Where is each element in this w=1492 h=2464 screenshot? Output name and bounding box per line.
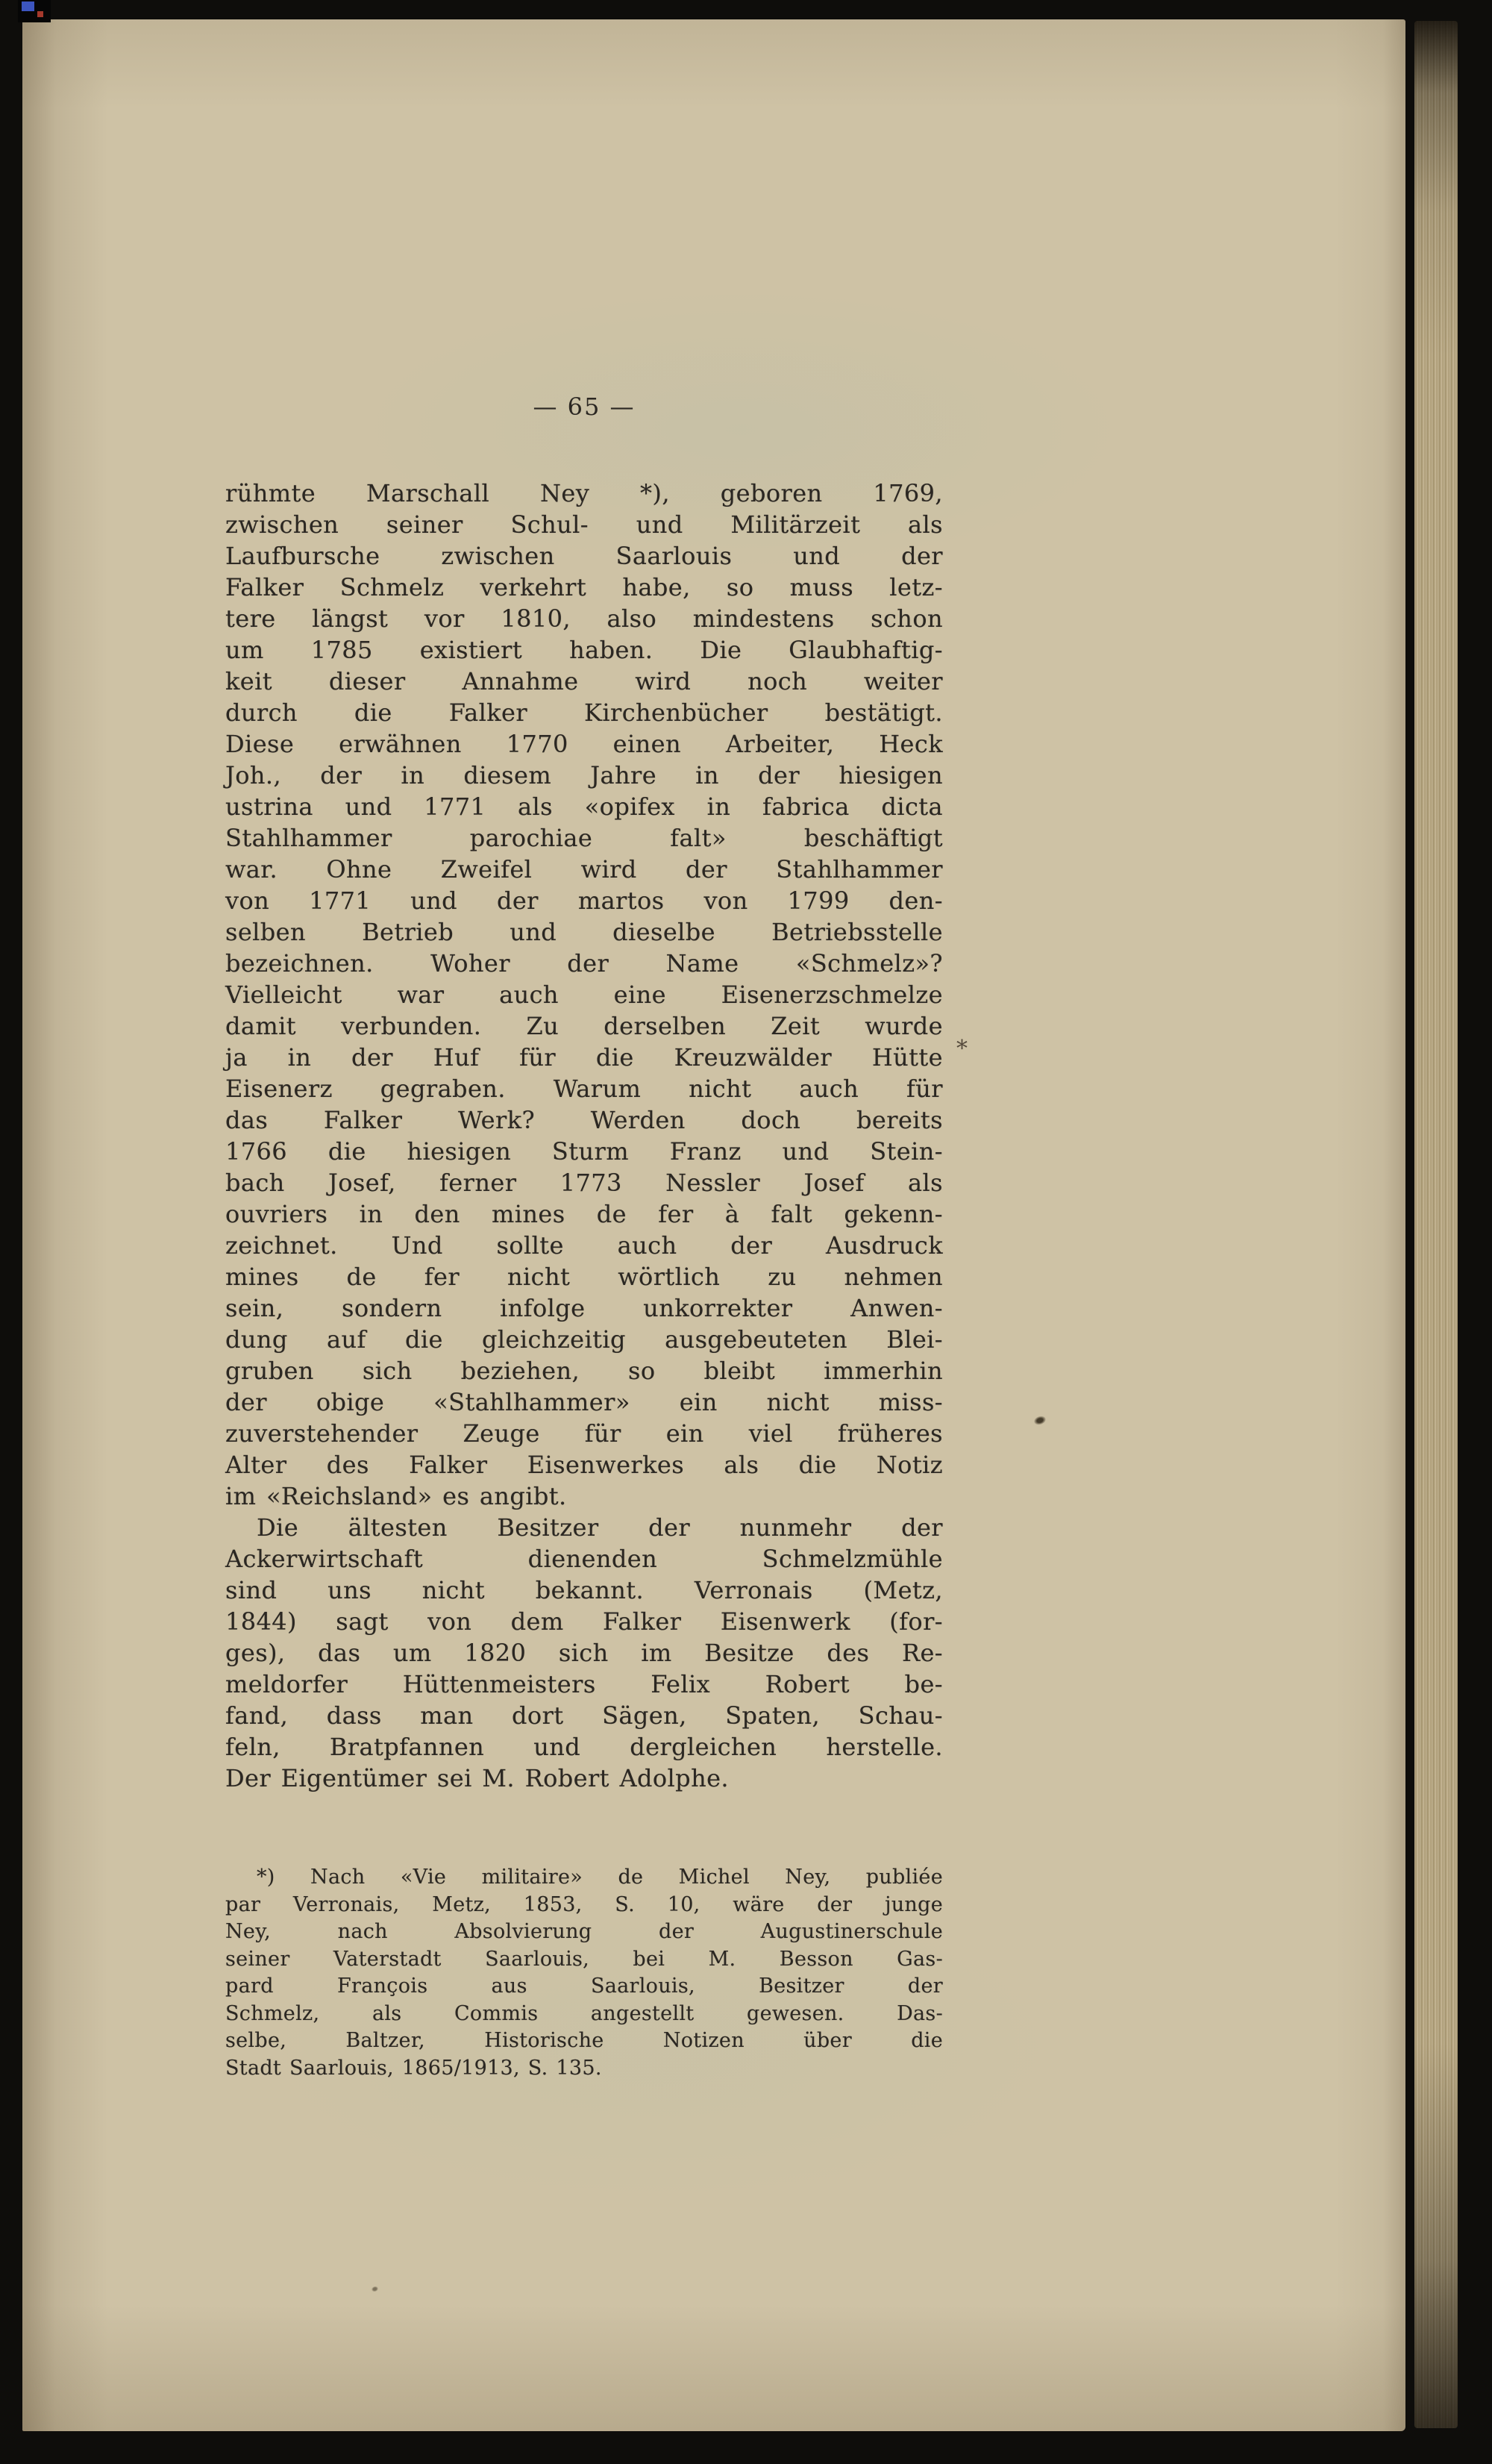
scan-corner-artifact	[18, 0, 51, 22]
text-line: war. Ohne Zweifel wird der Stahlhammer	[225, 855, 943, 884]
text-line: zuverstehender Zeuge für ein viel früheres	[225, 1419, 943, 1448]
text-line: bezeichnen. Woher der Name «Schmelz»?	[225, 949, 943, 978]
text-line: feln, Bratpfannen und dergleichen herstelle.	[225, 1733, 943, 1761]
margin-asterisk: *	[956, 1036, 968, 1062]
text-line: damit verbunden. Zu derselben Zeit wurde	[225, 1012, 943, 1040]
text-line: selben Betrieb und dieselbe Betriebsstelle	[225, 918, 943, 946]
text-line: der obige «Stahlhammer» ein nicht miss-	[225, 1388, 943, 1416]
text-line: zeichnet. Und sollte auch der Ausdruck	[225, 1231, 943, 1260]
text-line: Falker Schmelz verkehrt habe, so muss letz-	[225, 573, 943, 601]
text-line: selbe, Baltzer, Historische Notizen über die	[225, 2029, 943, 2052]
text-line: keit dieser Annahme wird noch weiter	[225, 667, 943, 695]
page-number: — 65 —	[533, 393, 636, 421]
ink-speck	[371, 2286, 379, 2292]
text-line: ja in der Huf für die Kreuzwälder Hütte	[225, 1043, 943, 1072]
text-line: Diese erwähnen 1770 einen Arbeiter, Heck	[225, 730, 943, 758]
text-line: 1766 die hiesigen Sturm Franz und Stein-	[225, 1137, 943, 1166]
text-line: Stadt Saarlouis, 1865/1913, S. 135.	[225, 2056, 602, 2080]
text-line: Ackerwirtschaft dienenden Schmelzmühle	[225, 1545, 943, 1573]
text-line: fand, dass man dort Sägen, Spaten, Schau-	[225, 1701, 943, 1730]
corner-red-mark	[37, 11, 43, 17]
book-fore-edge-pages	[1414, 21, 1458, 2428]
text-line: rühmte Marschall Ney *), geboren 1769,	[225, 479, 943, 507]
paragraph	[225, 478, 943, 1512]
body-text	[225, 478, 943, 1794]
paragraph	[225, 1512, 943, 1794]
text-line: Laufbursche zwischen Saarlouis und der	[225, 542, 943, 570]
text-line: Eisenerz gegraben. Warum nicht auch für	[225, 1075, 943, 1103]
text-line: Die ältesten Besitzer der nunmehr der	[257, 1513, 943, 1542]
text-line: 1844) sagt von dem Falker Eisenwerk (for-	[225, 1607, 943, 1636]
text-line: Ney, nach Absolvierung der Augustinerschule	[225, 1920, 943, 1943]
text-line: von 1771 und der martos von 1799 den-	[225, 887, 943, 915]
text-line: ouvriers in den mines de fer à falt gekenn-	[225, 1200, 943, 1228]
text-line: gruben sich beziehen, so bleibt immerhin	[225, 1357, 943, 1385]
text-line: sind uns nicht bekannt. Verronais (Metz,	[225, 1576, 943, 1604]
corner-blue-mark	[22, 1, 34, 11]
text-line: pard François aus Saarlouis, Besitzer der	[225, 1974, 943, 1998]
text-line: tere längst vor 1810, also mindestens schon	[225, 604, 943, 633]
text-line: das Falker Werk? Werden doch bereits	[225, 1106, 943, 1134]
text-line: sein, sondern infolge unkorrekter Anwen-	[225, 1294, 943, 1322]
text-line: Joh., der in diesem Jahre in der hiesigen	[225, 761, 943, 789]
text-line: Alter des Falker Eisenwerkes als die Notiz	[225, 1451, 943, 1479]
book-page	[22, 19, 1405, 2431]
text-line: Der Eigentümer sei M. Robert Adolphe.	[225, 1764, 729, 1792]
text-line: *) Nach «Vie militaire» de Michel Ney, publiée	[257, 1866, 943, 1889]
text-line: seiner Vaterstadt Saarlouis, bei M. Besson Gas-	[225, 1947, 943, 1971]
text-line: mines de fer nicht wörtlich zu nehmen	[225, 1263, 943, 1291]
footnote-text	[225, 1864, 943, 2082]
text-line: ges), das um 1820 sich im Besitze des Re-	[225, 1639, 943, 1667]
text-line: dung auf die gleichzeitig ausgebeuteten Blei-	[225, 1325, 943, 1354]
text-line: par Verronais, Metz, 1853, S. 10, wäre der junge	[225, 1892, 943, 1916]
text-line: Schmelz, als Commis angestellt gewesen. Das-	[225, 2001, 943, 2025]
text-line: um 1785 existiert haben. Die Glaubhaftig-	[225, 636, 943, 664]
text-line: Stahlhammer parochiae falt» beschäftigt	[225, 824, 943, 852]
text-line: im «Reichsland» es angibt.	[225, 1482, 567, 1510]
text-line: durch die Falker Kirchenbücher bestätigt.	[225, 698, 943, 727]
ink-speck	[1033, 1415, 1047, 1426]
text-line: Vielleicht war auch eine Eisenerzschmelze	[225, 981, 943, 1009]
text-line: bach Josef, ferner 1773 Nessler Josef als	[225, 1169, 943, 1197]
text-line: ustrina und 1771 als «opifex in fabrica dicta	[225, 792, 943, 821]
text-line: meldorfer Hüttenmeisters Felix Robert be-	[225, 1670, 943, 1698]
text-line: zwischen seiner Schul- und Militärzeit als	[225, 510, 943, 539]
